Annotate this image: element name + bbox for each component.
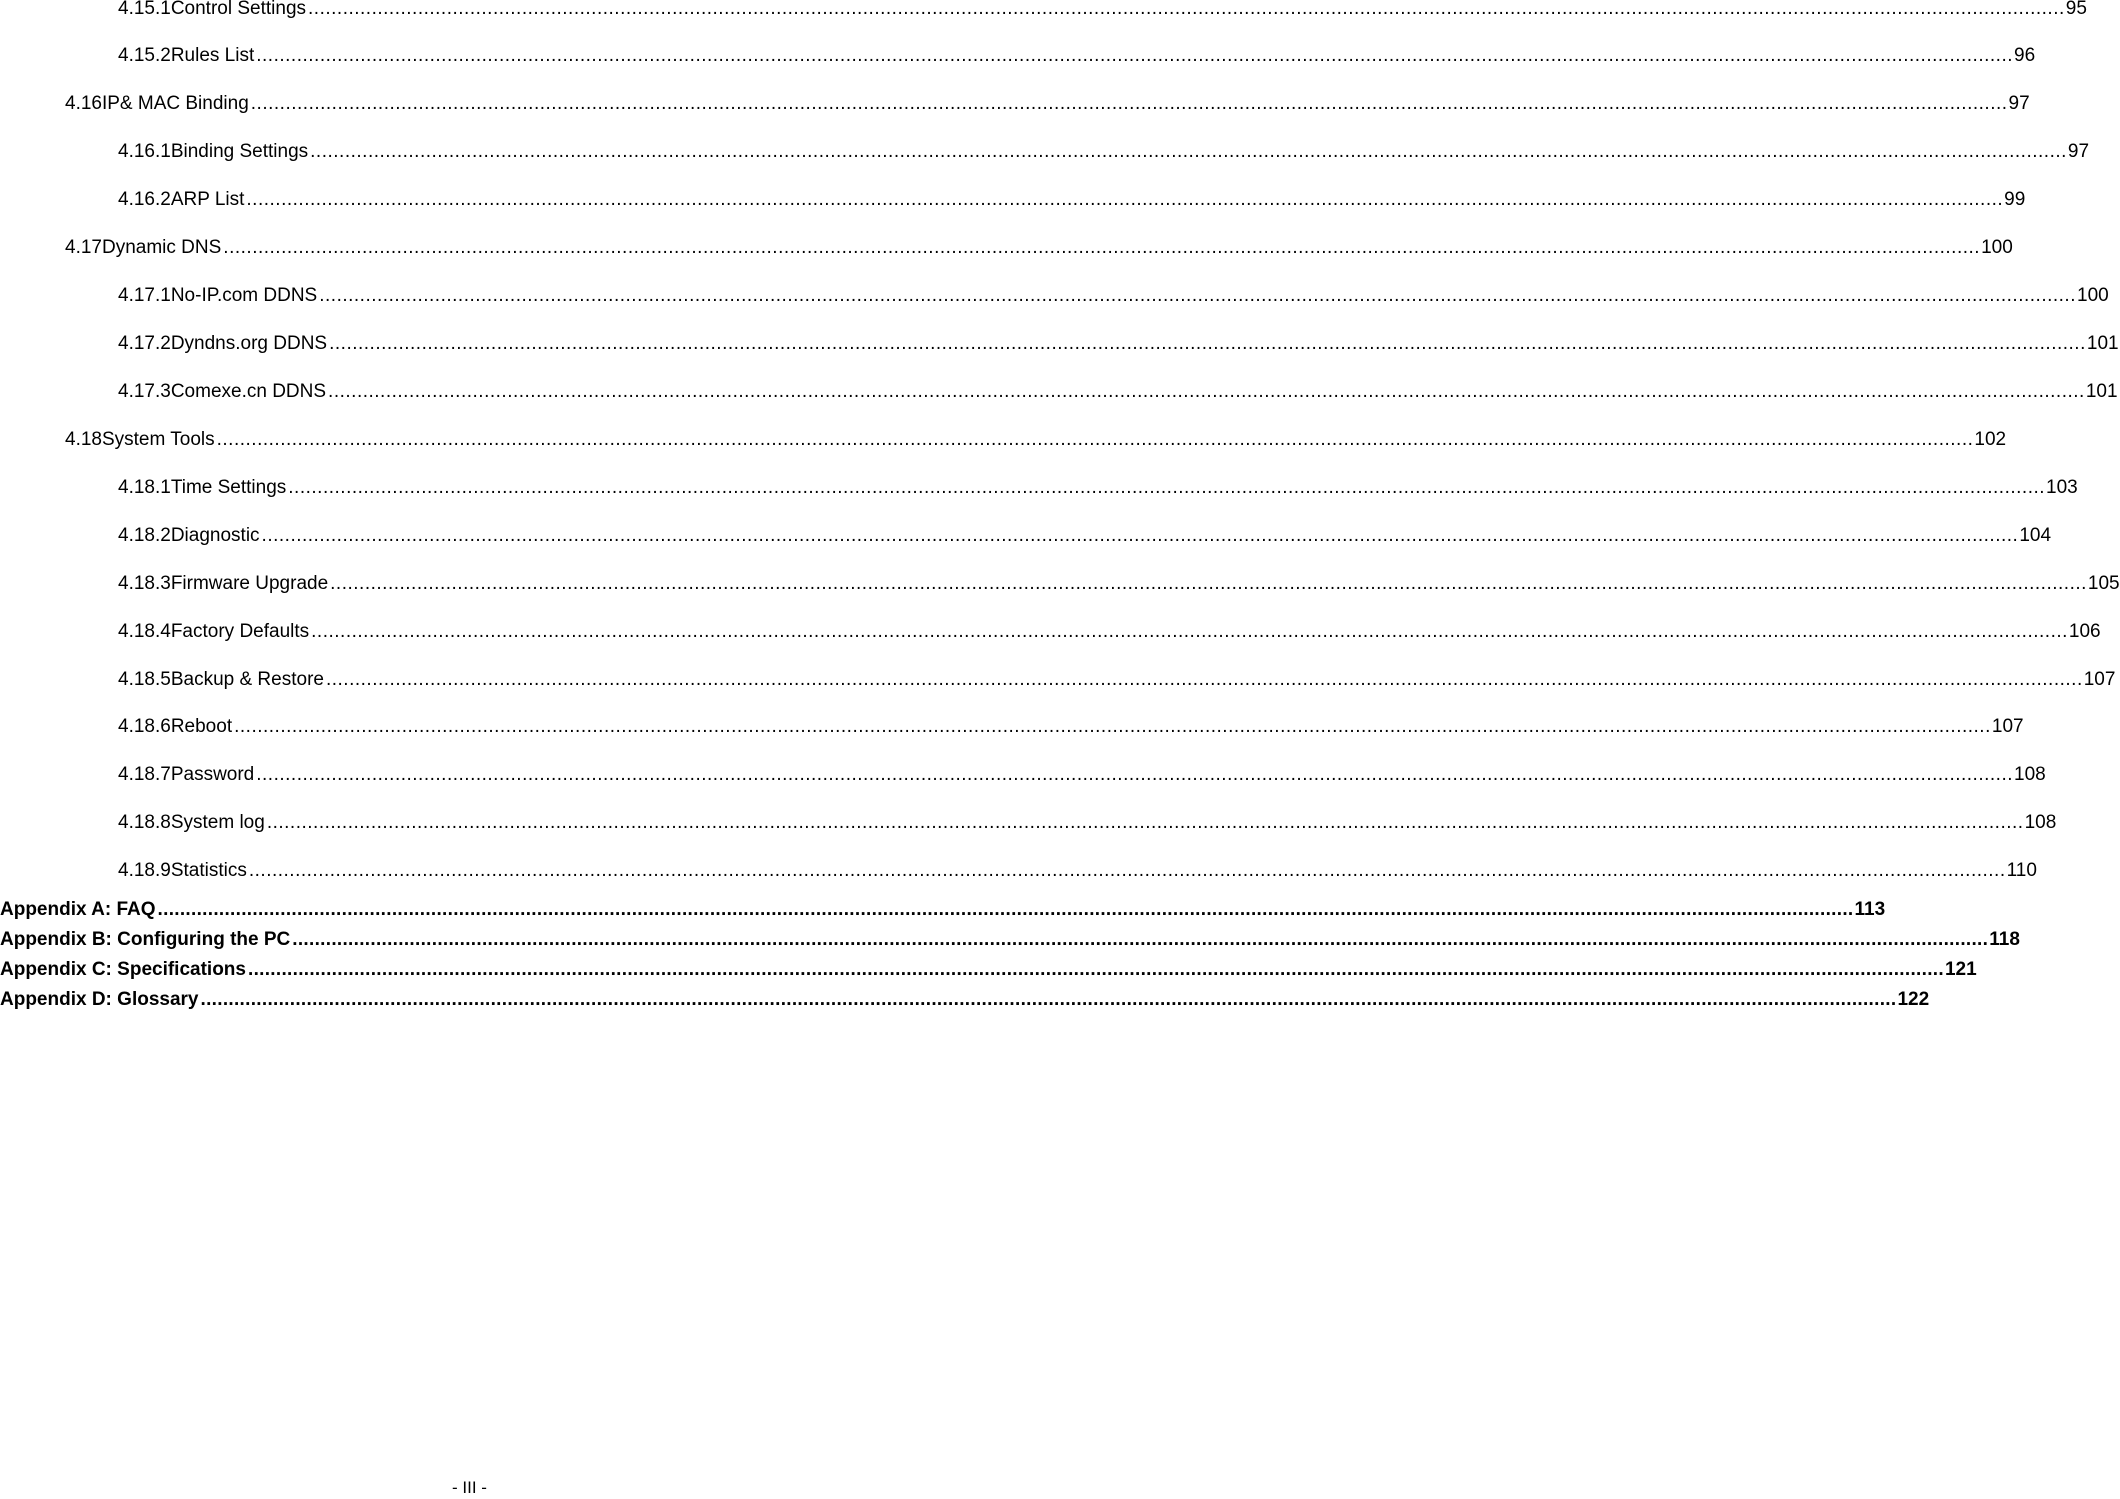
toc-entry-number: 4.18 [65,429,102,450]
toc-entry[interactable] [0,525,2052,547]
dot-leader [326,669,2083,691]
toc-entry-number: 4.18.3 [118,573,171,594]
toc-entry-page: 97 [2008,93,2030,114]
toc-entry[interactable] [0,189,2026,211]
dot-leader [262,525,2019,547]
toc-entry-title: Factory Defaults [170,621,310,642]
toc-entry[interactable] [0,812,2057,834]
toc-entry-number: 4.18.6 [118,716,171,737]
toc-appendix-page: 118 [1989,929,2020,950]
toc-entry[interactable] [0,716,2024,738]
toc-entry-title: Backup & Restore [170,669,324,690]
toc-entry-title: Comexe.cn DDNS [170,381,327,402]
page-number: - III - [452,1478,487,1497]
toc-appendix-entry[interactable] [0,899,1886,921]
toc-entry[interactable] [0,764,2046,786]
toc-entry-number: 4.16.1 [118,141,171,162]
toc-entry[interactable] [0,621,2101,643]
toc-entry[interactable] [0,669,2116,691]
toc-entry-title: Reboot [170,716,233,737]
toc-entry-number: 4.18.9 [118,860,171,881]
dot-leader [201,989,1897,1011]
toc-appendix-entry[interactable] [0,959,1977,981]
toc-entry-page: 101 [2086,333,2119,354]
toc-appendix-page: 122 [1897,989,1930,1010]
toc-entry[interactable] [0,0,2087,20]
toc-appendix-title: Appendix A: FAQ [0,899,156,920]
dot-leader [328,381,2085,403]
toc-entry-page: 110 [2006,860,2037,881]
toc-entry-page: 95 [2065,0,2087,19]
toc-entry-page: 100 [1981,237,2013,258]
toc-entry[interactable] [0,93,2030,115]
toc-entry-page: 96 [2014,45,2036,66]
toc-entry-number: 4.18.2 [118,525,171,546]
toc-entry-number: 4.17.2 [118,333,171,354]
toc-appendix-title: Appendix B: Configuring the PC [0,929,291,950]
toc-appendix-entry[interactable] [0,989,1930,1011]
toc-entry-page: 104 [2019,525,2052,546]
toc-entry-title: No-IP.com DDNS [170,285,318,306]
toc-entry-title: Password [170,764,255,785]
dot-leader [246,189,2003,211]
toc-entry-title: Statistics [170,860,247,881]
toc-entry-title: Binding Settings [170,141,309,162]
dot-leader [256,764,2013,786]
toc-entry-page: 103 [2046,477,2078,498]
dot-leader [234,716,1991,738]
dot-leader [256,45,2013,67]
dot-leader [249,860,2006,882]
toc-entry-page: 100 [2077,285,2109,306]
toc-entry[interactable] [0,45,2036,67]
toc-entry-page: 105 [2087,573,2120,594]
toc-appendix-page: 121 [1944,959,1977,980]
dot-leader [319,285,2076,307]
toc-entry[interactable] [0,237,2013,259]
toc-entry-page: 102 [1974,429,2007,450]
toc-entry-title: System Tools [101,429,215,450]
toc-entry-number: 4.16.2 [118,189,171,210]
toc-entry-number: 4.18.5 [118,669,171,690]
toc-entry-page: 108 [2014,764,2046,785]
toc-entry-page: 106 [2068,621,2101,642]
toc-entry-number: 4.17.3 [118,381,171,402]
toc-entry-title: Diagnostic [170,525,260,546]
dot-leader [248,959,1944,981]
toc-entry-title: IP& MAC Binding [101,93,249,114]
dot-leader [223,237,1980,259]
dot-leader [330,573,2087,595]
toc-appendix-title: Appendix D: Glossary [0,989,199,1010]
toc-appendix-entry[interactable] [0,929,2020,951]
toc-entry-number: 4.16 [65,93,102,114]
dot-leader [158,899,1854,921]
toc-appendix-page: 113 [1854,899,1886,920]
toc-entry[interactable] [0,381,2118,403]
toc-entry-page: 97 [2067,141,2090,162]
toc-entry-page: 101 [2085,381,2118,402]
dot-leader [251,93,2008,115]
toc-entry-number: 4.18.1 [118,477,171,498]
toc-entry-number: 4.17.1 [118,285,171,306]
dot-leader [292,929,1988,951]
toc-entry-page: 107 [2083,669,2116,690]
toc-entry-title: Firmware Upgrade [170,573,329,594]
toc-entry-page: 107 [1991,716,2024,737]
toc-entry-number: 4.17 [65,237,102,258]
toc-entry[interactable] [0,477,2078,499]
toc-entry-title: Control Settings [170,0,307,19]
toc-entry-number: 4.15.2 [118,45,171,66]
toc-entry-page: 99 [2004,189,2026,210]
toc-entry[interactable] [0,429,2007,451]
toc-entry-title: Rules List [170,45,255,66]
toc-entry-title: Dyndns.org DDNS [170,333,328,354]
toc-entry[interactable] [0,141,2090,163]
toc-entry-number: 4.18.7 [118,764,171,785]
dot-leader [310,141,2067,163]
dot-leader [308,0,2065,20]
toc-entry-page: 108 [2024,812,2057,833]
toc-entry[interactable] [0,285,2109,307]
toc-appendix-title: Appendix C: Specifications [0,959,246,980]
dot-leader [311,621,2068,643]
toc-entry-title: ARP List [170,189,245,210]
dot-leader [217,429,1974,451]
toc-entry-number: 4.18.8 [118,812,171,833]
toc-entry-number: 4.18.4 [118,621,171,642]
toc-entry[interactable] [0,573,2120,595]
toc-entry-title: System log [170,812,265,833]
dot-leader [267,812,2024,834]
dot-leader [329,333,2086,355]
toc-entry-number: 4.15.1 [118,0,171,19]
toc-entry-title: Time Settings [170,477,287,498]
toc-entry[interactable] [0,860,2037,882]
dot-leader [288,477,2045,499]
toc-entry-title: Dynamic DNS [101,237,222,258]
toc-entry[interactable] [0,333,2119,355]
